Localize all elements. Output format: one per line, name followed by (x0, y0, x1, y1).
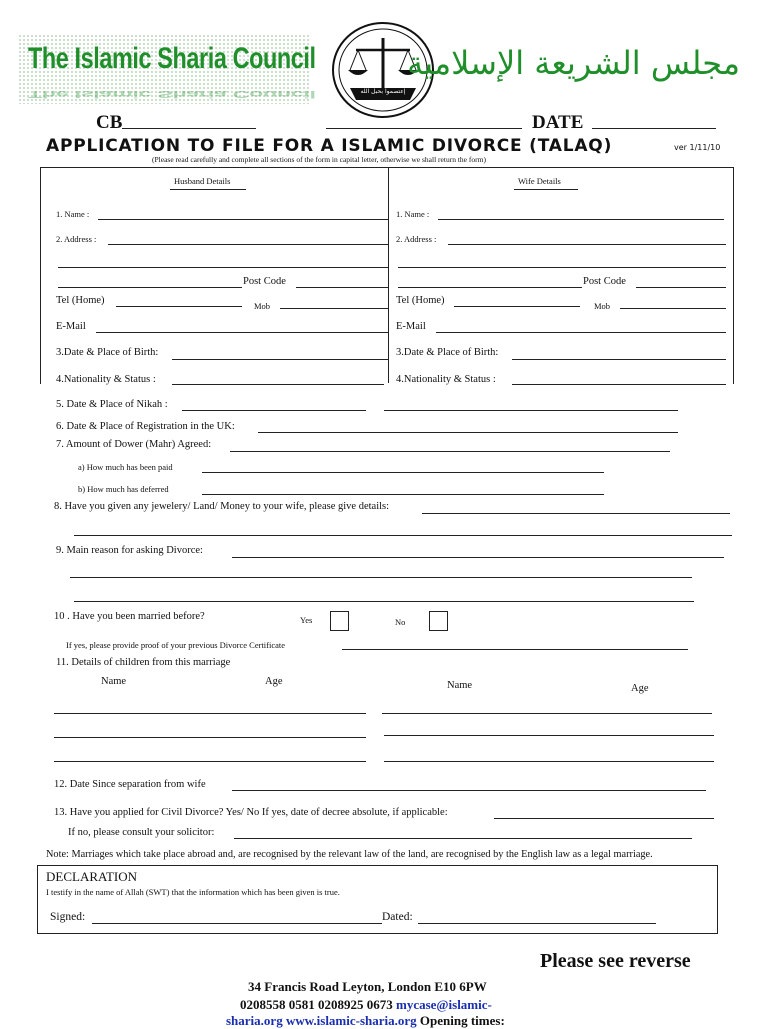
husband-email-field[interactable] (96, 332, 388, 333)
dated-label: Dated: (382, 911, 413, 923)
q7b-field[interactable] (202, 494, 604, 495)
husband-postcode-label: Post Code (243, 276, 286, 287)
q10-yes-label: Yes (300, 615, 313, 625)
cb-field[interactable] (122, 128, 256, 129)
footer-email-domain[interactable]: sharia.org (226, 1013, 283, 1028)
child-row-2-right[interactable] (384, 735, 714, 736)
q12-field[interactable] (232, 790, 706, 791)
logo-english: The Islamic Sharia Council (28, 42, 316, 75)
see-reverse-note: Please see reverse (540, 950, 691, 972)
q11-label: 11. Details of children from this marriage (56, 657, 231, 668)
logo-english-banner (18, 34, 316, 104)
signed-label: Signed: (50, 911, 86, 923)
children-name-header-left: Name (101, 676, 127, 687)
children-age-header-left: Age (265, 676, 283, 687)
wife-postcode-field[interactable] (636, 287, 726, 288)
husband-heading: Husband Details (174, 176, 231, 186)
wife-address-field[interactable] (448, 244, 726, 245)
form-instruction: (Please read carefully and complete all sections of the form in capital letter, otherwise we shall return the form) (152, 155, 486, 164)
logo-arabic: مجلس الشريعة الإسلامية (407, 44, 740, 82)
child-row-1-left[interactable] (54, 713, 366, 714)
q7-label: 7. Amount of Dower (Mahr) Agreed: (56, 439, 212, 450)
husband-dob-field[interactable] (172, 359, 388, 360)
child-row-2-left[interactable] (54, 737, 366, 738)
wife-address-field-2[interactable] (398, 267, 726, 268)
footer-website-link[interactable]: www.islamic-sharia.org (285, 1013, 417, 1028)
husband-address-field-2[interactable] (58, 267, 388, 268)
q9-field-3[interactable] (74, 601, 694, 602)
q9-field-2[interactable] (70, 577, 692, 578)
legal-note: Note: Marriages which take place abroad and, are recognised by the relevant law of the land, are recognised by the English law as a legal marriage. (46, 849, 653, 860)
husband-nationality-label: 4.Nationality & Status : (56, 374, 156, 385)
q7a-field[interactable] (202, 472, 604, 473)
wife-name-label: 1. Name : (396, 209, 430, 219)
footer-opening-times: Opening times: (419, 1013, 505, 1028)
husband-nationality-field[interactable] (172, 384, 384, 385)
wife-mob-label: Mob (594, 301, 611, 311)
children-name-header-right: Name (447, 680, 473, 691)
wife-nationality-label: 4.Nationality & Status : (396, 374, 496, 385)
footer-contact (240, 997, 492, 1013)
q10-no-checkbox[interactable] (429, 611, 448, 631)
husband-dob-label: 3.Date & Place of Birth: (56, 347, 159, 358)
footer-phones: 0208558 0581 0208925 0673 (240, 997, 393, 1012)
husband-name-label: 1. Name : (56, 209, 90, 219)
husband-mob-label: Mob (254, 301, 271, 311)
q10-yes-checkbox[interactable] (330, 611, 349, 631)
footer-web-line (226, 1013, 505, 1029)
husband-tel-field[interactable] (116, 306, 242, 307)
date-label: DATE (532, 112, 584, 133)
q5-label: 5. Date & Place of Nikah : (56, 399, 168, 410)
wife-address-field-3[interactable] (398, 287, 582, 288)
q5-date-field[interactable] (182, 410, 366, 411)
q7-field[interactable] (230, 451, 670, 452)
husband-heading-underline (170, 189, 246, 190)
q10-proof-field[interactable] (342, 649, 688, 650)
q6-field[interactable] (258, 432, 678, 433)
child-row-3-right[interactable] (384, 761, 714, 762)
logo-english-reflection: The Islamic Sharia Council (28, 88, 316, 100)
wife-email-label: E-Mail (396, 321, 426, 332)
wife-name-field[interactable] (438, 219, 724, 220)
footer-email-link[interactable]: mycase@islamic- (396, 997, 492, 1012)
q8-field-2[interactable] (74, 535, 732, 536)
q13-label: 13. Have you applied for Civil Divorce? Yes/ No If yes, date of decree absolute, if applicable: (54, 807, 448, 818)
child-row-3-left[interactable] (54, 761, 366, 762)
q10-no-label: No (395, 617, 406, 627)
wife-mob-field[interactable] (620, 308, 726, 309)
cb-label: CB (96, 112, 123, 133)
seal-motto: إعتصموا بحبل الله (360, 88, 406, 95)
form-version: ver 1/11/10 (674, 143, 721, 152)
q7b-label: b) How much has deferred (78, 484, 169, 494)
wife-tel-field[interactable] (454, 306, 580, 307)
wife-postcode-label: Post Code (583, 276, 626, 287)
husband-postcode-field[interactable] (296, 287, 388, 288)
q9-field[interactable] (232, 557, 724, 558)
husband-name-field[interactable] (98, 219, 388, 220)
husband-email-label: E-Mail (56, 321, 86, 332)
footer-address: 34 Francis Road Leyton, London E10 6PW (248, 979, 487, 994)
q10-label: 10 . Have you been married before? (54, 611, 205, 622)
q13-no-field[interactable] (234, 838, 692, 839)
q10-proof-label: If yes, please provide proof of your previous Divorce Certificate (66, 640, 286, 650)
details-table-divider (388, 167, 389, 383)
q9-label: 9. Main reason for asking Divorce: (56, 545, 203, 556)
husband-mob-field[interactable] (280, 308, 388, 309)
wife-address-label: 2. Address : (396, 234, 437, 244)
wife-dob-field[interactable] (512, 359, 726, 360)
signature-field[interactable] (92, 923, 382, 924)
wife-heading-underline (514, 189, 578, 190)
wife-nationality-field[interactable] (512, 384, 726, 385)
q6-label: 6. Date & Place of Registration in the UK: (56, 421, 235, 432)
form-title: APPLICATION TO FILE FOR A ISLAMIC DIVORCE (TALAQ) (46, 136, 613, 156)
husband-address-field-3[interactable] (58, 287, 242, 288)
husband-tel-label: Tel (Home) (56, 295, 105, 306)
wife-dob-label: 3.Date & Place of Birth: (396, 347, 499, 358)
wife-heading: Wife Details (518, 176, 561, 186)
child-row-1-right[interactable] (382, 713, 712, 714)
q8-field[interactable] (422, 513, 730, 514)
q7a-label: a) How much has been paid (78, 462, 173, 472)
wife-email-field[interactable] (436, 332, 726, 333)
q12-label: 12. Date Since separation from wife (54, 779, 206, 790)
husband-address-field[interactable] (108, 244, 388, 245)
wife-tel-label: Tel (Home) (396, 295, 445, 306)
husband-address-label: 2. Address : (56, 234, 97, 244)
date-field[interactable] (592, 128, 716, 129)
dated-field[interactable] (418, 923, 656, 924)
header-divider-field (326, 128, 522, 129)
q13-field[interactable] (494, 818, 714, 819)
q13-no-label: If no, please consult your solicitor: (68, 827, 215, 838)
q8-label: 8. Have you given any jewelery/ Land/ Money to your wife, please give details: (54, 501, 390, 512)
children-age-header-right: Age (631, 683, 649, 694)
declaration-heading: DECLARATION (46, 869, 137, 884)
q5-place-field[interactable] (384, 410, 678, 411)
declaration-text: I testify in the name of Allah (SWT) that the information which has been given is true. (46, 887, 340, 897)
